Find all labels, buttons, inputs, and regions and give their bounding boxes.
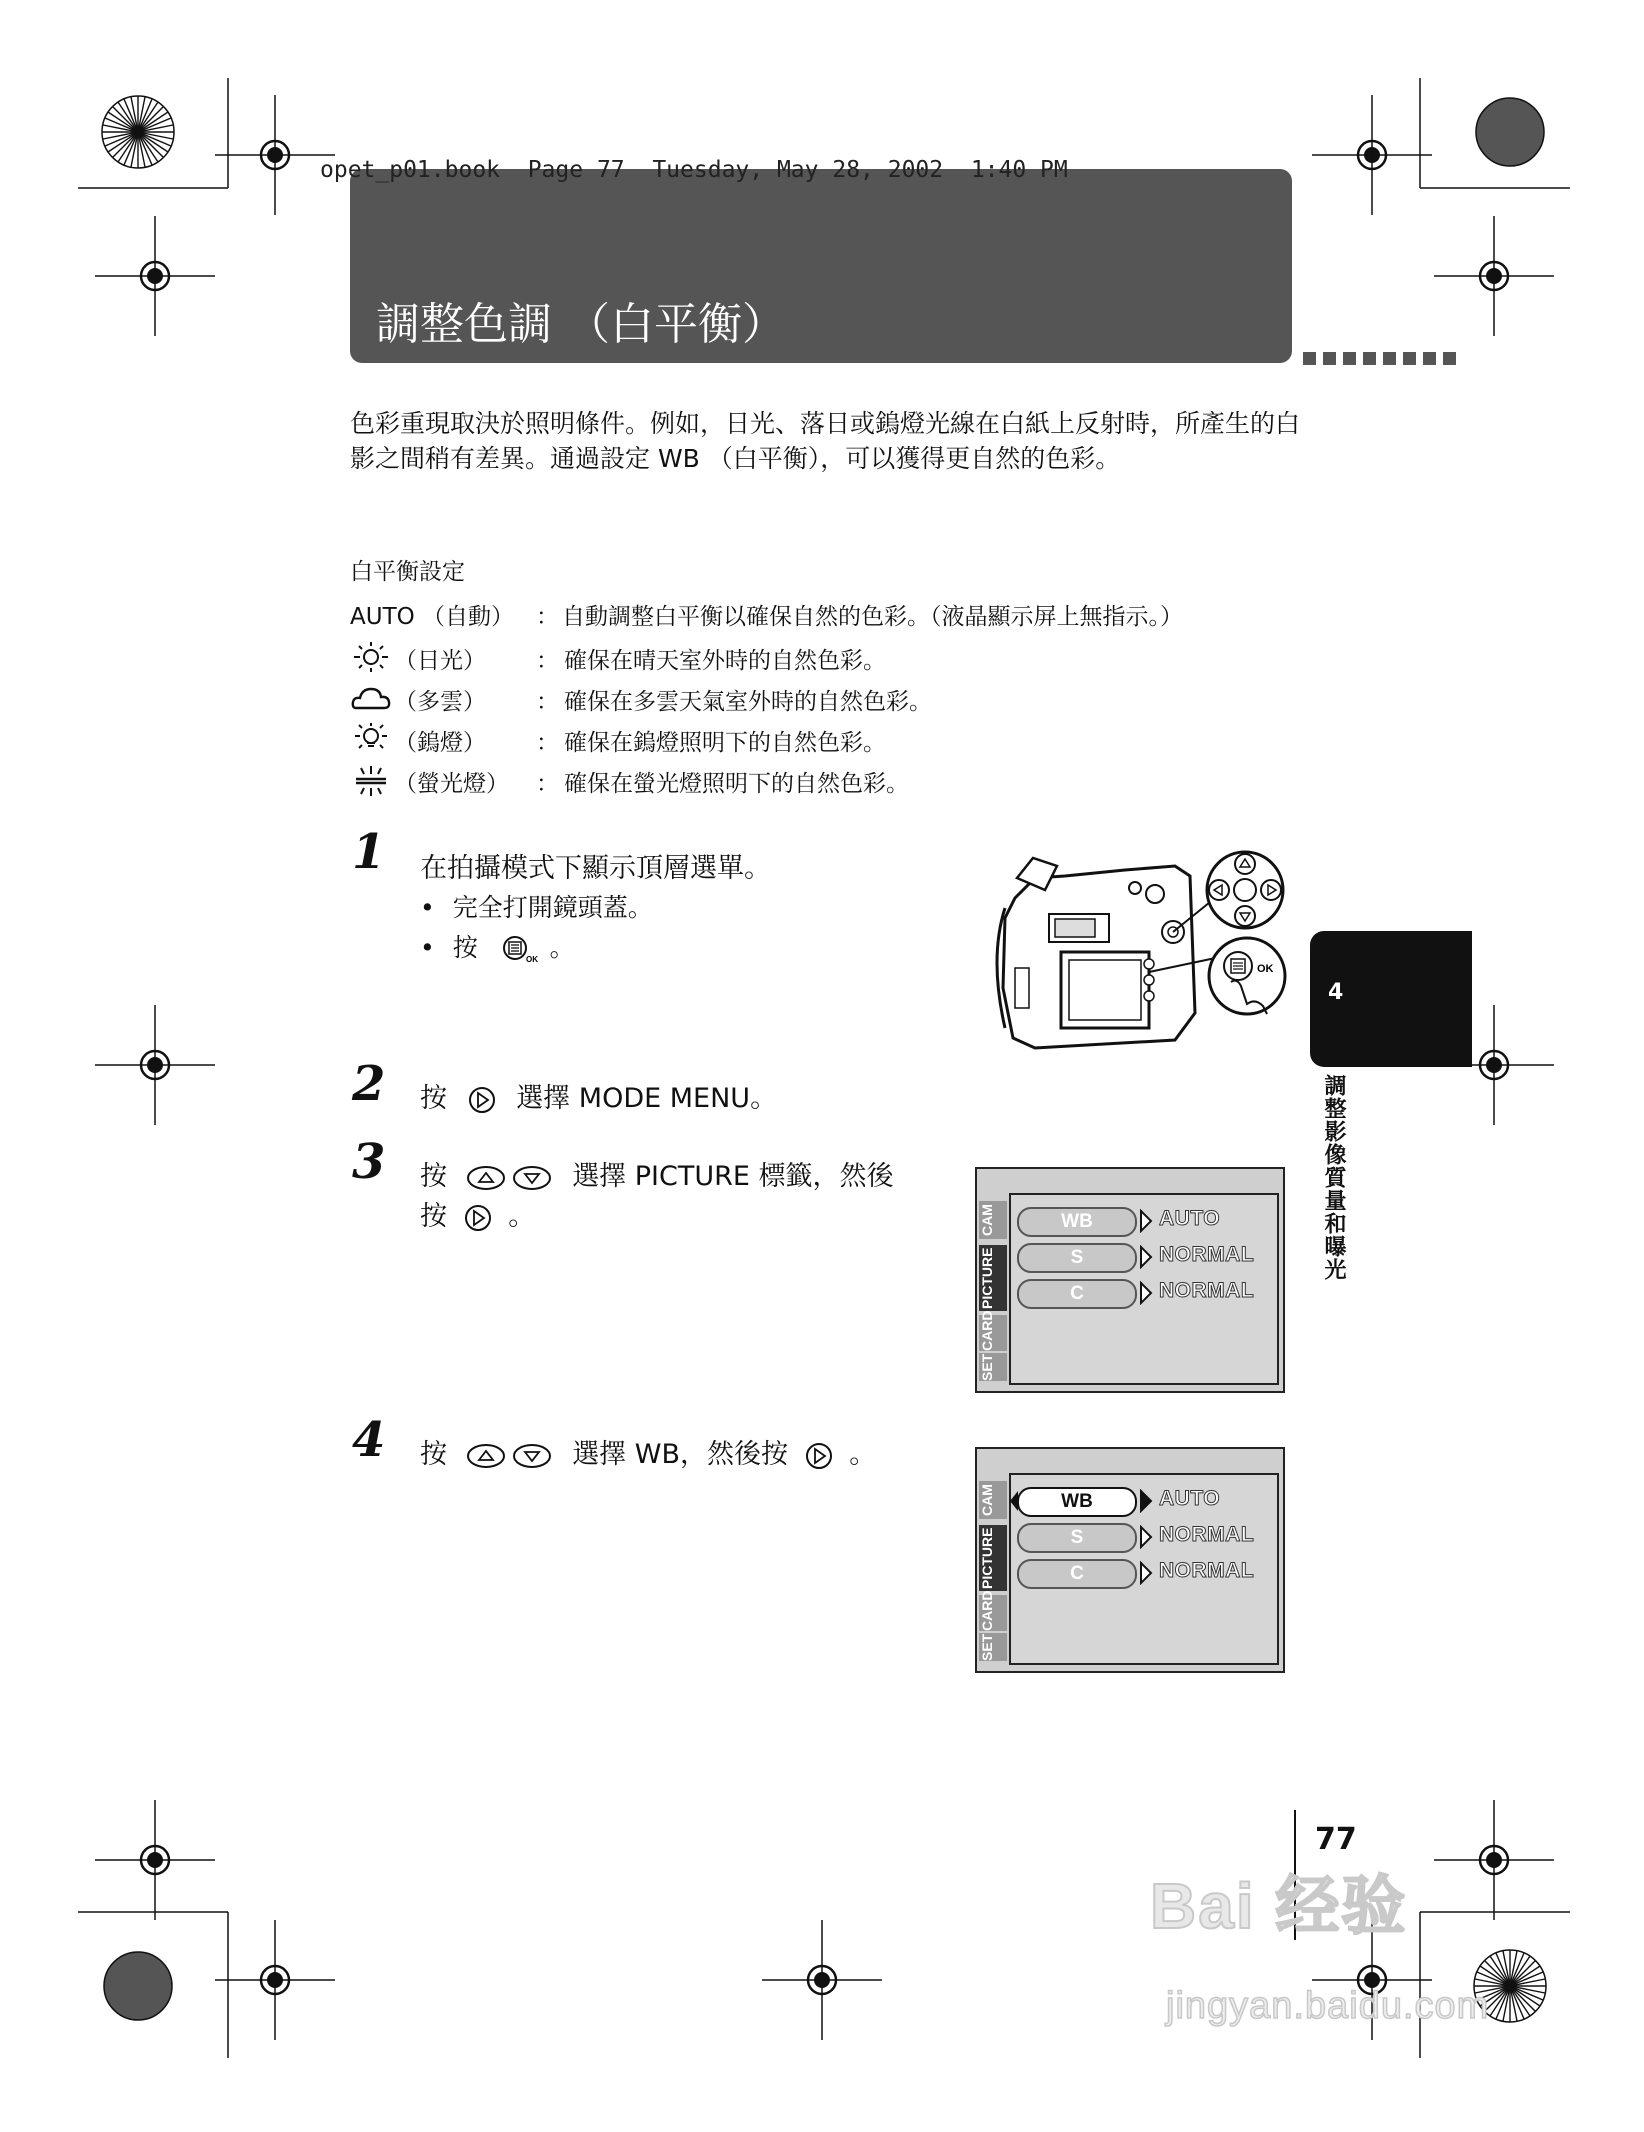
menu-ok-button-icon [498,932,542,966]
wb-row-daylight: （日光） ： 確保在晴天室外時的自然色彩。 [350,640,1250,674]
lcd-tab-card: CARD [979,1595,1007,1631]
chapter-number: 4 [1328,980,1344,1005]
triangle-right-icon [1139,1525,1153,1549]
step-1-bullet-1: • 完全打開鏡頭蓋。 [420,893,653,922]
lcd-value: NORMAL [1159,1559,1255,1582]
step-1-text: 在拍攝模式下顯示頂層選單。 [420,853,771,884]
intro-paragraph: 色彩重現取決於照明條件。例如，日光、落日或鎢燈光線在白紙上反射時，所產生的白影之間稍有差異。通過設定 WB （白平衡），可以獲得更自然的色彩。 [350,409,1301,473]
sun-icon [350,640,392,674]
lcd-tab-cam: CAM [979,1481,1007,1519]
triangle-right-filled-icon [1139,1489,1153,1513]
wb-settings-heading: 白平衡設定 [350,559,465,585]
right-arrow-button-icon [462,1084,502,1116]
triangle-right-icon [1139,1245,1153,1269]
lcd-tab-cam: CAM [979,1201,1007,1239]
lcd-value: NORMAL [1159,1523,1255,1546]
lcd-tabs [977,1473,1009,1663]
lcd-tab-card: CARD [979,1315,1007,1351]
lcd-item-sharpness: S [1017,1243,1137,1273]
title-band-squares [1303,350,1463,369]
camera-illustration [975,848,1305,1058]
lcd-menu-area [1009,1193,1279,1385]
page-number: 77 [1315,1822,1357,1857]
lcd-item-contrast: C [1017,1279,1137,1309]
lcd-value: NORMAL [1159,1243,1255,1266]
lcd-item-wb: WB [1017,1207,1137,1237]
lcd-screen-wb-selected [975,1447,1285,1673]
step-1-bullet-2: • 按 OK 。 [420,933,575,964]
wb-row-cloudy: （多雲） ： 確保在多雲天氣室外時的自然色彩。 [350,681,1250,715]
lcd-tabs [977,1193,1009,1383]
step-number: 1 [352,824,386,880]
lcd-value: AUTO [1159,1487,1221,1510]
wb-desc: 自動調整白平衡以確保自然的色彩。（液晶顯示屏上無指示。） [562,604,1183,630]
up-down-arrow-buttons-icon [462,1162,558,1194]
lcd-item-wb-selected: WB [1017,1487,1137,1517]
step-3-text: 按 選擇 PICTURE 標籤，然後 [420,1161,894,1192]
wb-row-fluorescent: （螢光燈） ： 確保在螢光燈照明下的自然色彩。 [350,763,1250,797]
lcd-menu-area [1009,1473,1279,1665]
right-arrow-button-icon [799,1440,839,1472]
step-number: 2 [352,1056,386,1112]
wb-row-tungsten: （鎢燈） ： 確保在鎢燈照明下的自然色彩。 [350,722,1250,756]
step-3-line2: 按 。 [420,1201,536,1232]
lcd-value: NORMAL [1159,1279,1255,1302]
chapter-label: 調整影像質量和曝光 [1321,1074,1346,1281]
ok-label: OK [1257,963,1274,975]
right-arrow-button-icon [458,1202,498,1234]
lcd-item-sharpness: S [1017,1523,1137,1553]
lcd-value: AUTO [1159,1207,1221,1230]
triangle-right-icon [1139,1209,1153,1233]
fluorescent-icon [350,763,392,797]
wb-label: AUTO （自動） [350,604,515,630]
lcd-tab-picture: PICTURE [979,1525,1007,1591]
lcd-item-contrast: C [1017,1559,1137,1589]
step-4-text: 按 選擇 WB，然後按 。 [420,1439,877,1470]
lcd-tab-picture: PICTURE [979,1245,1007,1311]
baidu-watermark: Bai 经验 [1150,1870,1408,1942]
triangle-right-icon [1139,1561,1153,1585]
up-down-arrow-buttons-icon [462,1440,558,1472]
page-title: 調整色調 （白平衡） [376,299,786,350]
svg-text:OK: OK [525,955,538,964]
tungsten-icon [350,722,392,756]
step-number: 3 [352,1134,386,1190]
baidu-watermark-url: jingyan.baidu.com [1166,1985,1490,2027]
cloud-icon [350,681,392,715]
step-2-text: 按 選擇 MODE MENU。 [420,1083,778,1114]
lcd-screen-picture-tab [975,1167,1285,1393]
triangle-right-icon [1139,1281,1153,1305]
step-number: 4 [352,1412,386,1468]
lcd-tab-set: SET [979,1353,1007,1381]
book-header: opet_p01.book Page 77 Tuesday, May 28, 2002 1:40 PM [320,157,1068,183]
lcd-tab-set: SET [979,1633,1007,1661]
